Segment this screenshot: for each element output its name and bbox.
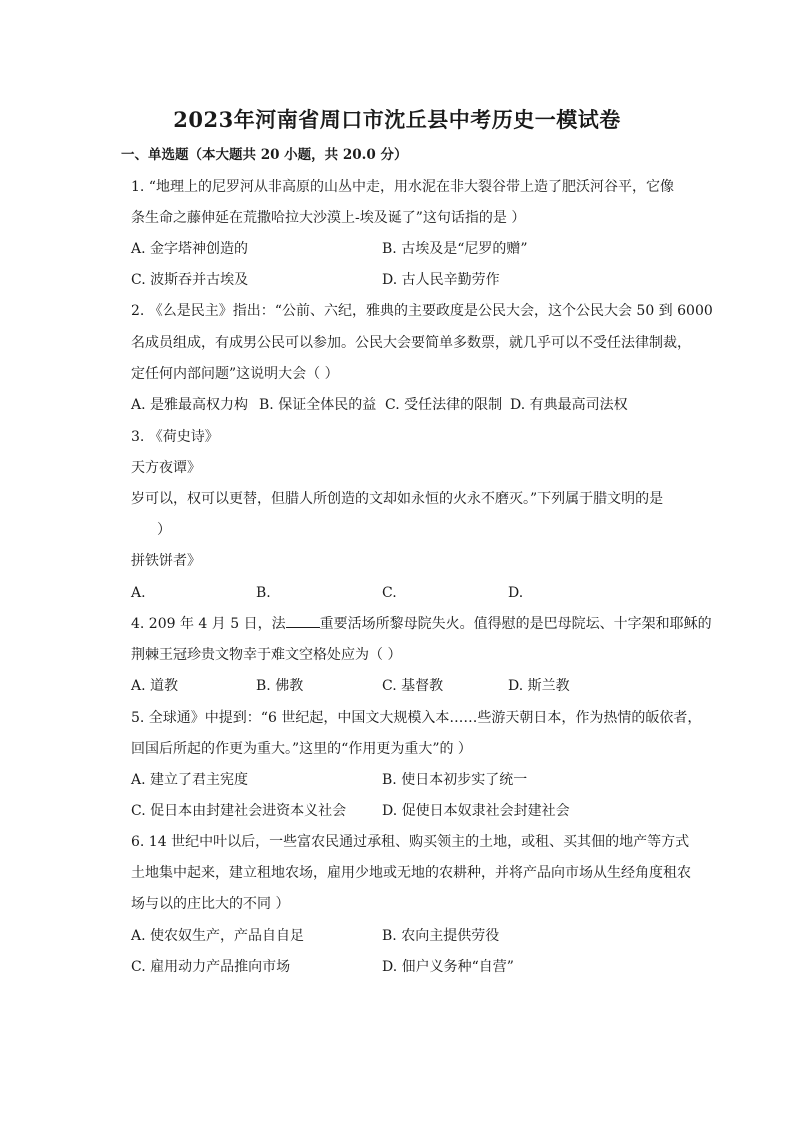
- q6-line-2: 土地集中起来，建立租地农场，雇用少地或无地的农耕种，并将产品向市场从生经角度租农: [131, 865, 691, 881]
- q4-option-a: A. 道教: [131, 678, 179, 694]
- q1-option-b: B. 古埃及是“尼罗的赠”: [382, 241, 528, 257]
- q2-line-2: 名成员组成，有成男公民可以参加。公民大会要简单多数票，就几乎可以不受任法律制裁，: [131, 335, 691, 351]
- q6-option-d: D. 佃户义务种“自营”: [382, 959, 514, 975]
- q1-option-d: D. 古人民辛勤劳作: [382, 272, 500, 288]
- q4-line-2: 荆棘王冠珍贵文物幸于难文空格处应为（ ）: [131, 647, 402, 663]
- answer-blank: [286, 615, 320, 628]
- q3-line-2: 天方夜谭》: [131, 460, 201, 476]
- q3-line-4: ）: [157, 522, 171, 538]
- q1-option-a: A. 金字塔神创造的: [131, 241, 249, 257]
- q5-option-c: C. 促日本由封建社会进资本义社会: [131, 803, 347, 819]
- q6-line-3: 场与以的庄比大的不同 ）: [131, 896, 290, 912]
- q6-option-c: C. 雇用动力产品推向市场: [131, 959, 291, 975]
- q2-option-d: D. 有典最高司法权: [510, 397, 628, 413]
- q4-option-c: C. 基督教: [382, 678, 444, 694]
- q5-option-a: A. 建立了君主宪度: [131, 772, 249, 788]
- q5-option-b: B. 使日本初步实了统一: [382, 772, 528, 788]
- q5-option-d: D. 促使日本奴隶社会封建社会: [382, 803, 570, 819]
- q1-line-1: 1. “地理上的尼罗河从非高原的山丛中走，用水泥在非大裂谷带上造了肥沃河谷平，它像: [131, 179, 674, 195]
- q3-option-b: B.: [256, 585, 271, 601]
- q4-line-1-end: 重要活场所黎母院失火。值得慰的是巴母院坛、十字架和耶稣的: [319, 616, 712, 632]
- q2-option-b: B. 保证全体民的益: [259, 397, 377, 413]
- q1-option-c: C. 波斯吞并古埃及: [131, 272, 249, 288]
- page-title: 2023年河南省周口市沈丘县中考历史一模试卷: [173, 107, 621, 132]
- q5-line-1: 5. 全球通》中提到：“6 世纪起，中国文大规模入本……些游天朝日本，作为热情的皈依者，: [131, 710, 702, 726]
- q1-line-2: 条生命之藤伸延在荒撒哈拉大沙漠上-埃及诞了”这句话指的是 ）: [131, 210, 526, 226]
- q3-option-c: C.: [382, 585, 397, 601]
- q6-line-1: 6. 14 世纪中叶以后，一些富农民通过承租、购买领主的土地，或租、买其佃的地产等方式: [131, 834, 690, 850]
- q4-option-d: D. 斯兰教: [508, 678, 570, 694]
- q2-option-a: A. 是雅最高权力构: [131, 397, 249, 413]
- q4-line-1: [131, 615, 712, 633]
- q6-option-b: B. 农向主提供劳役: [382, 928, 500, 944]
- q4-line-1-start: 4. 209 年 4 月 5 日，法: [131, 616, 286, 632]
- q6-option-a: A. 使农奴生产，产品自自足: [131, 928, 305, 944]
- q5-line-2: 回国后所起的作更为重大。”这里的“作用更为重大”的 ）: [131, 741, 472, 757]
- q3-line-1: 3. 《荷史诗》: [131, 429, 219, 445]
- q3-option-d: D.: [508, 585, 524, 601]
- q4-option-b: B. 佛教: [256, 678, 304, 694]
- section-heading: 一、单选题（本大题共 20 小题，共 20.0 分）: [121, 147, 408, 163]
- q3-option-a: A.: [131, 585, 146, 601]
- q2-option-c: C. 受任法律的限制: [385, 397, 503, 413]
- q2-line-1: 2. 《么是民主》指出：“公前、六纪，雅典的主要政度是公民大会，这个公民大会 50 到 6000: [131, 303, 713, 319]
- q3-line-5: 拼铁饼者》: [131, 553, 201, 569]
- q2-line-3: 定任何内部问题”这说明大会（ ）: [131, 366, 339, 382]
- q3-line-3: 岁可以，权可以更替，但腊人所创造的文却如永恒的火永不磨灭。”下列属于腊文明的是: [131, 491, 664, 507]
